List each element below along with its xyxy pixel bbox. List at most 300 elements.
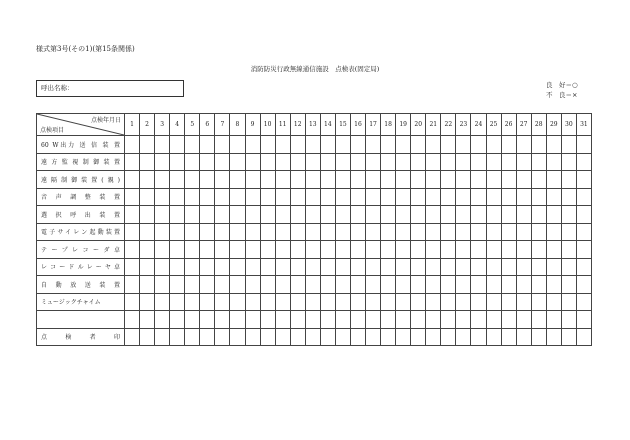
check-cell[interactable] [350,311,365,329]
check-cell[interactable] [305,241,320,259]
check-cell[interactable] [350,241,365,259]
check-cell[interactable] [230,171,245,189]
check-cell[interactable] [411,206,426,224]
check-cell[interactable] [185,153,200,171]
check-cell[interactable] [230,136,245,154]
check-cell[interactable] [426,171,441,189]
check-cell[interactable] [335,206,350,224]
check-cell[interactable] [185,223,200,241]
check-cell[interactable] [576,293,591,311]
check-cell[interactable] [335,258,350,276]
check-cell[interactable] [290,223,305,241]
check-cell[interactable] [290,293,305,311]
check-cell[interactable] [155,223,170,241]
check-cell[interactable] [576,136,591,154]
check-cell[interactable] [230,188,245,206]
check-cell[interactable] [381,206,396,224]
check-cell[interactable] [290,276,305,294]
check-cell[interactable] [155,311,170,329]
check-cell[interactable] [170,276,185,294]
check-cell[interactable] [320,223,335,241]
check-cell[interactable] [471,153,486,171]
check-cell[interactable] [471,206,486,224]
check-cell[interactable] [335,328,350,346]
check-cell[interactable] [140,153,155,171]
check-cell[interactable] [516,153,531,171]
check-cell[interactable] [546,258,561,276]
check-cell[interactable] [561,293,576,311]
check-cell[interactable] [140,276,155,294]
check-cell[interactable] [350,276,365,294]
check-cell[interactable] [185,171,200,189]
check-cell[interactable] [305,223,320,241]
check-cell[interactable] [185,293,200,311]
check-cell[interactable] [320,171,335,189]
check-cell[interactable] [546,223,561,241]
check-cell[interactable] [335,223,350,241]
check-cell[interactable] [486,241,501,259]
check-cell[interactable] [366,293,381,311]
check-cell[interactable] [245,171,260,189]
check-cell[interactable] [215,136,230,154]
check-cell[interactable] [426,328,441,346]
check-cell[interactable] [275,171,290,189]
check-cell[interactable] [546,276,561,294]
check-cell[interactable] [426,188,441,206]
check-cell[interactable] [546,311,561,329]
check-cell[interactable] [170,153,185,171]
check-cell[interactable] [260,328,275,346]
check-cell[interactable] [441,223,456,241]
check-cell[interactable] [170,223,185,241]
check-cell[interactable] [531,188,546,206]
check-cell[interactable] [155,206,170,224]
check-cell[interactable] [125,136,140,154]
check-cell[interactable] [441,206,456,224]
check-cell[interactable] [561,311,576,329]
check-cell[interactable] [396,171,411,189]
check-cell[interactable] [546,188,561,206]
check-cell[interactable] [501,206,516,224]
check-cell[interactable] [200,206,215,224]
check-cell[interactable] [516,293,531,311]
check-cell[interactable] [170,258,185,276]
check-cell[interactable] [561,171,576,189]
check-cell[interactable] [486,171,501,189]
check-cell[interactable] [215,276,230,294]
check-cell[interactable] [245,153,260,171]
check-cell[interactable] [366,188,381,206]
check-cell[interactable] [290,206,305,224]
check-cell[interactable] [230,241,245,259]
check-cell[interactable] [320,328,335,346]
check-cell[interactable] [531,258,546,276]
check-cell[interactable] [441,276,456,294]
check-cell[interactable] [456,293,471,311]
check-cell[interactable] [155,293,170,311]
check-cell[interactable] [350,206,365,224]
check-cell[interactable] [381,276,396,294]
check-cell[interactable] [245,258,260,276]
check-cell[interactable] [396,241,411,259]
check-cell[interactable] [230,223,245,241]
check-cell[interactable] [486,153,501,171]
check-cell[interactable] [576,328,591,346]
check-cell[interactable] [546,293,561,311]
check-cell[interactable] [290,258,305,276]
check-cell[interactable] [441,258,456,276]
check-cell[interactable] [516,171,531,189]
check-cell[interactable] [456,311,471,329]
check-cell[interactable] [260,258,275,276]
check-cell[interactable] [245,328,260,346]
check-cell[interactable] [335,136,350,154]
check-cell[interactable] [140,188,155,206]
check-cell[interactable] [381,293,396,311]
check-cell[interactable] [561,328,576,346]
check-cell[interactable] [170,293,185,311]
check-cell[interactable] [215,241,230,259]
check-cell[interactable] [335,153,350,171]
check-cell[interactable] [185,258,200,276]
check-cell[interactable] [381,153,396,171]
check-cell[interactable] [441,241,456,259]
check-cell[interactable] [215,223,230,241]
check-cell[interactable] [305,136,320,154]
check-cell[interactable] [486,276,501,294]
check-cell[interactable] [125,293,140,311]
check-cell[interactable] [366,136,381,154]
check-cell[interactable] [305,293,320,311]
check-cell[interactable] [456,153,471,171]
check-cell[interactable] [350,258,365,276]
check-cell[interactable] [486,188,501,206]
check-cell[interactable] [170,206,185,224]
check-cell[interactable] [486,223,501,241]
check-cell[interactable] [125,206,140,224]
check-cell[interactable] [366,328,381,346]
check-cell[interactable] [320,241,335,259]
check-cell[interactable] [471,293,486,311]
check-cell[interactable] [441,311,456,329]
check-cell[interactable] [140,206,155,224]
check-cell[interactable] [260,136,275,154]
check-cell[interactable] [411,241,426,259]
check-cell[interactable] [170,311,185,329]
check-cell[interactable] [350,188,365,206]
check-cell[interactable] [230,311,245,329]
check-cell[interactable] [531,153,546,171]
check-cell[interactable] [396,153,411,171]
check-cell[interactable] [396,188,411,206]
check-cell[interactable] [155,241,170,259]
check-cell[interactable] [245,276,260,294]
check-cell[interactable] [260,223,275,241]
check-cell[interactable] [305,206,320,224]
check-cell[interactable] [260,153,275,171]
check-cell[interactable] [366,258,381,276]
check-cell[interactable] [531,293,546,311]
check-cell[interactable] [381,188,396,206]
check-cell[interactable] [350,293,365,311]
check-cell[interactable] [426,136,441,154]
check-cell[interactable] [471,276,486,294]
check-cell[interactable] [185,328,200,346]
check-cell[interactable] [290,188,305,206]
check-cell[interactable] [411,258,426,276]
check-cell[interactable] [215,206,230,224]
check-cell[interactable] [576,311,591,329]
check-cell[interactable] [441,136,456,154]
check-cell[interactable] [486,311,501,329]
check-cell[interactable] [501,171,516,189]
check-cell[interactable] [576,153,591,171]
check-cell[interactable] [501,223,516,241]
check-cell[interactable] [426,258,441,276]
check-cell[interactable] [516,276,531,294]
check-cell[interactable] [350,328,365,346]
check-cell[interactable] [411,136,426,154]
check-cell[interactable] [576,206,591,224]
check-cell[interactable] [215,258,230,276]
check-cell[interactable] [140,171,155,189]
check-cell[interactable] [501,136,516,154]
check-cell[interactable] [456,241,471,259]
check-cell[interactable] [350,136,365,154]
check-cell[interactable] [396,276,411,294]
check-cell[interactable] [290,311,305,329]
check-cell[interactable] [516,258,531,276]
check-cell[interactable] [471,136,486,154]
check-cell[interactable] [245,206,260,224]
check-cell[interactable] [471,311,486,329]
check-cell[interactable] [561,276,576,294]
check-cell[interactable] [260,188,275,206]
check-cell[interactable] [561,136,576,154]
check-cell[interactable] [350,171,365,189]
check-cell[interactable] [531,241,546,259]
check-cell[interactable] [275,293,290,311]
check-cell[interactable] [576,188,591,206]
check-cell[interactable] [185,136,200,154]
check-cell[interactable] [456,171,471,189]
check-cell[interactable] [230,276,245,294]
check-cell[interactable] [335,171,350,189]
check-cell[interactable] [200,223,215,241]
check-cell[interactable] [411,153,426,171]
check-cell[interactable] [215,328,230,346]
check-cell[interactable] [245,223,260,241]
check-cell[interactable] [185,276,200,294]
check-cell[interactable] [456,188,471,206]
check-cell[interactable] [125,328,140,346]
check-cell[interactable] [275,328,290,346]
check-cell[interactable] [155,188,170,206]
check-cell[interactable] [125,241,140,259]
check-cell[interactable] [501,311,516,329]
check-cell[interactable] [245,241,260,259]
check-cell[interactable] [125,171,140,189]
check-cell[interactable] [260,311,275,329]
check-cell[interactable] [546,206,561,224]
check-cell[interactable] [155,153,170,171]
check-cell[interactable] [501,188,516,206]
check-cell[interactable] [456,206,471,224]
check-cell[interactable] [456,258,471,276]
check-cell[interactable] [125,188,140,206]
check-cell[interactable] [320,258,335,276]
check-cell[interactable] [200,171,215,189]
check-cell[interactable] [305,171,320,189]
check-cell[interactable] [531,136,546,154]
check-cell[interactable] [561,258,576,276]
check-cell[interactable] [320,311,335,329]
check-cell[interactable] [486,258,501,276]
check-cell[interactable] [275,206,290,224]
check-cell[interactable] [275,311,290,329]
check-cell[interactable] [411,188,426,206]
check-cell[interactable] [411,276,426,294]
check-cell[interactable] [366,276,381,294]
check-cell[interactable] [381,171,396,189]
check-cell[interactable] [275,258,290,276]
check-cell[interactable] [426,206,441,224]
check-cell[interactable] [140,258,155,276]
check-cell[interactable] [200,276,215,294]
check-cell[interactable] [381,241,396,259]
check-cell[interactable] [426,223,441,241]
check-cell[interactable] [185,241,200,259]
check-cell[interactable] [290,241,305,259]
check-cell[interactable] [350,223,365,241]
check-cell[interactable] [516,188,531,206]
check-cell[interactable] [441,328,456,346]
check-cell[interactable] [381,311,396,329]
check-cell[interactable] [576,258,591,276]
check-cell[interactable] [335,293,350,311]
check-cell[interactable] [531,276,546,294]
check-cell[interactable] [140,223,155,241]
check-cell[interactable] [531,328,546,346]
check-cell[interactable] [366,206,381,224]
check-cell[interactable] [411,311,426,329]
check-cell[interactable] [200,241,215,259]
check-cell[interactable] [260,241,275,259]
check-cell[interactable] [305,153,320,171]
check-cell[interactable] [471,188,486,206]
check-cell[interactable] [305,276,320,294]
check-cell[interactable] [245,188,260,206]
check-cell[interactable] [290,171,305,189]
check-cell[interactable] [441,153,456,171]
check-cell[interactable] [335,188,350,206]
check-cell[interactable] [471,258,486,276]
check-cell[interactable] [396,328,411,346]
check-cell[interactable] [426,293,441,311]
check-cell[interactable] [396,311,411,329]
check-cell[interactable] [471,241,486,259]
check-cell[interactable] [155,328,170,346]
check-cell[interactable] [125,223,140,241]
check-cell[interactable] [486,293,501,311]
check-cell[interactable] [260,276,275,294]
check-cell[interactable] [546,241,561,259]
check-cell[interactable] [426,276,441,294]
check-cell[interactable] [305,258,320,276]
check-cell[interactable] [170,136,185,154]
check-cell[interactable] [396,223,411,241]
check-cell[interactable] [155,276,170,294]
check-cell[interactable] [215,188,230,206]
check-cell[interactable] [320,153,335,171]
check-cell[interactable] [215,293,230,311]
check-cell[interactable] [350,153,365,171]
check-cell[interactable] [501,153,516,171]
check-cell[interactable] [320,206,335,224]
check-cell[interactable] [200,293,215,311]
check-cell[interactable] [275,188,290,206]
check-cell[interactable] [245,136,260,154]
check-cell[interactable] [275,153,290,171]
check-cell[interactable] [366,153,381,171]
check-cell[interactable] [125,311,140,329]
check-cell[interactable] [305,328,320,346]
check-cell[interactable] [426,241,441,259]
check-cell[interactable] [366,241,381,259]
check-cell[interactable] [561,206,576,224]
check-cell[interactable] [200,328,215,346]
check-cell[interactable] [290,328,305,346]
check-cell[interactable] [531,223,546,241]
check-cell[interactable] [140,328,155,346]
check-cell[interactable] [546,153,561,171]
check-cell[interactable] [516,136,531,154]
check-cell[interactable] [486,328,501,346]
check-cell[interactable] [381,258,396,276]
check-cell[interactable] [170,328,185,346]
check-cell[interactable] [531,311,546,329]
check-cell[interactable] [471,223,486,241]
check-cell[interactable] [576,241,591,259]
check-cell[interactable] [275,136,290,154]
check-cell[interactable] [335,311,350,329]
check-cell[interactable] [215,153,230,171]
check-cell[interactable] [561,188,576,206]
check-cell[interactable] [170,241,185,259]
check-cell[interactable] [516,311,531,329]
check-cell[interactable] [516,223,531,241]
check-cell[interactable] [501,241,516,259]
check-cell[interactable] [185,206,200,224]
check-cell[interactable] [366,311,381,329]
check-cell[interactable] [215,171,230,189]
check-cell[interactable] [396,206,411,224]
check-cell[interactable] [396,136,411,154]
check-cell[interactable] [155,171,170,189]
check-cell[interactable] [381,328,396,346]
check-cell[interactable] [456,328,471,346]
check-cell[interactable] [516,206,531,224]
check-cell[interactable] [275,223,290,241]
check-cell[interactable] [320,188,335,206]
check-cell[interactable] [140,136,155,154]
check-cell[interactable] [501,258,516,276]
check-cell[interactable] [456,223,471,241]
check-cell[interactable] [501,328,516,346]
check-cell[interactable] [215,311,230,329]
check-cell[interactable] [426,153,441,171]
check-cell[interactable] [561,241,576,259]
